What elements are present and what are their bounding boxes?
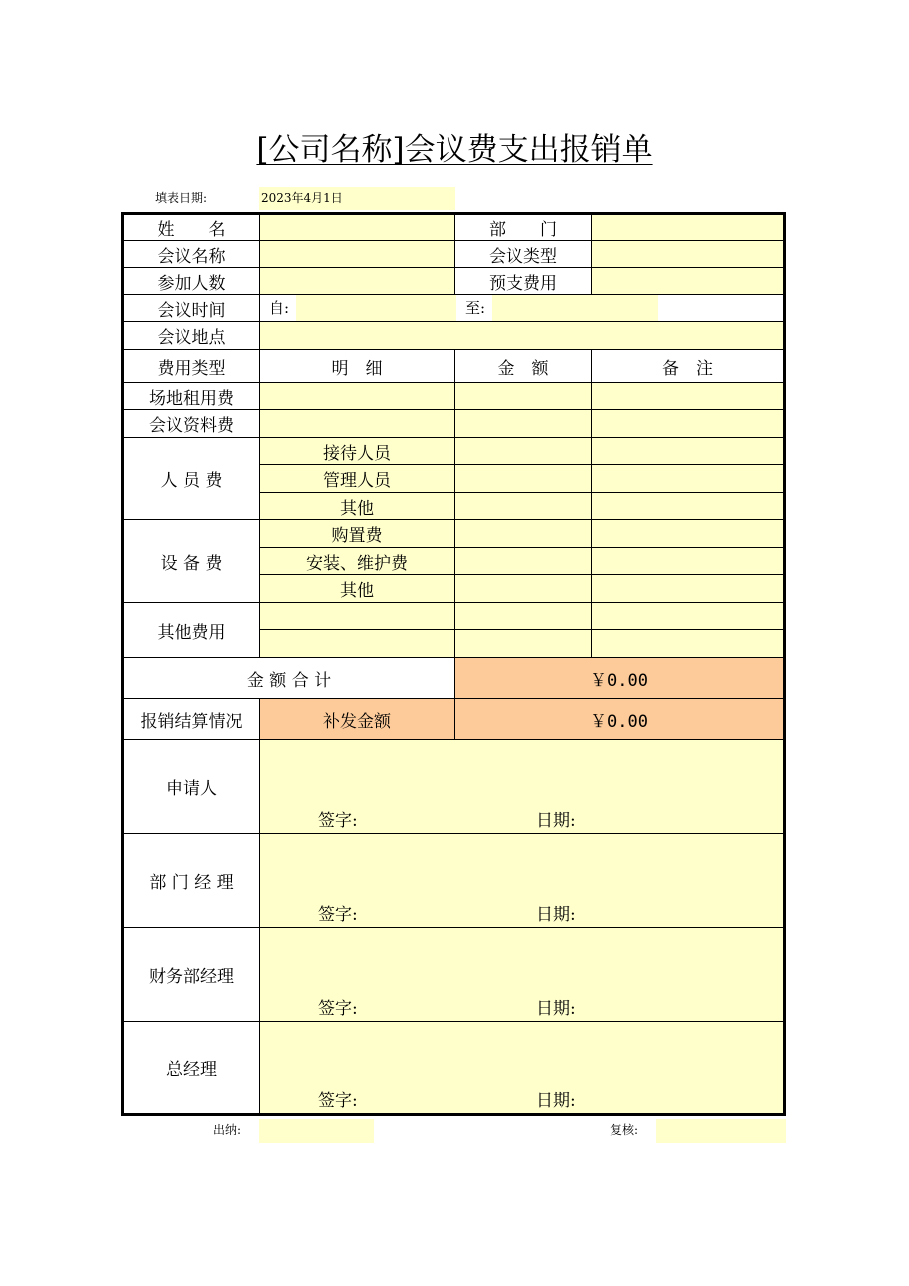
applicant-sign-area[interactable] xyxy=(260,740,785,834)
staff-other-remark[interactable] xyxy=(592,493,785,520)
material-remark[interactable] xyxy=(592,410,785,438)
staff-item-management[interactable]: 管理人员 xyxy=(260,465,455,493)
equipment-item-other[interactable]: 其他 xyxy=(260,575,455,603)
prepaid-label: 预支费用 xyxy=(455,268,592,295)
time-to-label: 至: xyxy=(456,295,492,321)
finance-manager-date-label: 日期: xyxy=(536,999,576,1019)
other-remark-2[interactable] xyxy=(592,630,785,658)
name-label: 姓 名 xyxy=(123,214,260,241)
expense-form xyxy=(121,212,786,1116)
meeting-type-field[interactable] xyxy=(592,241,785,268)
general-manager-sign-label: 签字: xyxy=(318,1091,358,1111)
staff-other-amount[interactable] xyxy=(455,493,592,520)
staff-item-other[interactable]: 其他 xyxy=(260,493,455,520)
equipment-maintenance-remark[interactable] xyxy=(592,548,785,575)
general-manager-date-label: 日期: xyxy=(536,1091,576,1111)
other-detail-2[interactable] xyxy=(260,630,455,658)
material-amount[interactable] xyxy=(455,410,592,438)
dept-manager-label: 部 门 经 理 xyxy=(123,834,260,928)
department-label: 部 门 xyxy=(455,214,592,241)
time-to-field[interactable] xyxy=(492,295,658,321)
fill-date-label: 填表日期: xyxy=(155,191,208,205)
finance-manager-sign-area[interactable] xyxy=(260,928,785,1022)
cashier-field[interactable] xyxy=(259,1119,374,1143)
staff-label: 人 员 费 xyxy=(123,438,260,520)
applicant-date-label: 日期: xyxy=(536,811,576,831)
venue-amount[interactable] xyxy=(455,383,592,410)
prepaid-field[interactable] xyxy=(592,268,785,295)
other-amount-1[interactable] xyxy=(455,603,592,630)
other-amount-2[interactable] xyxy=(455,630,592,658)
other-remark-1[interactable] xyxy=(592,603,785,630)
material-label: 会议资料费 xyxy=(123,410,260,438)
col-detail-header: 明 细 xyxy=(260,350,455,383)
equipment-item-purchase[interactable]: 购置费 xyxy=(260,520,455,548)
meeting-time-label: 会议时间 xyxy=(123,295,260,322)
meeting-time-row xyxy=(260,295,785,322)
other-expense-label: 其他费用 xyxy=(123,603,260,658)
name-field[interactable] xyxy=(260,214,455,241)
dept-manager-sign-label: 签字: xyxy=(318,905,358,925)
total-label: 金 额 合 计 xyxy=(123,658,455,699)
staff-reception-remark[interactable] xyxy=(592,438,785,465)
reviewer-field[interactable] xyxy=(656,1119,786,1143)
staff-management-amount[interactable] xyxy=(455,465,592,493)
finance-manager-label: 财务部经理 xyxy=(123,928,260,1022)
meeting-name-field[interactable] xyxy=(260,241,455,268)
time-from-field[interactable] xyxy=(296,295,456,321)
staff-management-remark[interactable] xyxy=(592,465,785,493)
venue-remark[interactable] xyxy=(592,383,785,410)
equipment-purchase-amount[interactable] xyxy=(455,520,592,548)
equipment-maintenance-amount[interactable] xyxy=(455,548,592,575)
attendees-field[interactable] xyxy=(260,268,455,295)
equipment-purchase-remark[interactable] xyxy=(592,520,785,548)
reviewer-label: 复核: xyxy=(610,1123,639,1137)
col-remark-header: 备 注 xyxy=(592,350,785,383)
meeting-place-field[interactable] xyxy=(260,322,785,350)
time-blank xyxy=(658,295,783,321)
general-manager-label: 总经理 xyxy=(123,1022,260,1115)
cashier-label: 出纳: xyxy=(213,1123,242,1137)
meeting-name-label: 会议名称 xyxy=(123,241,260,268)
applicant-sign-label: 签字: xyxy=(318,811,358,831)
finance-manager-sign-label: 签字: xyxy=(318,999,358,1019)
col-type-header: 费用类型 xyxy=(123,350,260,383)
meeting-type-label: 会议类型 xyxy=(455,241,592,268)
venue-label: 场地租用费 xyxy=(123,383,260,410)
col-amount-header: 金 额 xyxy=(455,350,592,383)
fill-date-field[interactable]: 2023年4月1日 xyxy=(259,187,455,210)
page-title: [公司名称]会议费支出报销单 xyxy=(256,132,653,168)
material-detail[interactable] xyxy=(260,410,455,438)
equipment-other-amount[interactable] xyxy=(455,575,592,603)
applicant-label: 申请人 xyxy=(123,740,260,834)
department-field[interactable] xyxy=(592,214,785,241)
reissue-amount-label: 补发金额 xyxy=(260,699,455,740)
settlement-label: 报销结算情况 xyxy=(123,699,260,740)
reissue-amount-value: ￥0.00 xyxy=(455,699,785,740)
meeting-place-label: 会议地点 xyxy=(123,322,260,350)
general-manager-sign-area[interactable] xyxy=(260,1022,785,1115)
staff-reception-amount[interactable] xyxy=(455,438,592,465)
total-value: ￥0.00 xyxy=(455,658,785,699)
equipment-item-maintenance[interactable]: 安装、维护费 xyxy=(260,548,455,575)
equipment-label: 设 备 费 xyxy=(123,520,260,603)
dept-manager-sign-area[interactable] xyxy=(260,834,785,928)
staff-item-reception[interactable]: 接待人员 xyxy=(260,438,455,465)
venue-detail[interactable] xyxy=(260,383,455,410)
equipment-other-remark[interactable] xyxy=(592,575,785,603)
other-detail-1[interactable] xyxy=(260,603,455,630)
time-from-label: 自: xyxy=(260,295,296,321)
dept-manager-date-label: 日期: xyxy=(536,905,576,925)
attendees-label: 参加人数 xyxy=(123,268,260,295)
